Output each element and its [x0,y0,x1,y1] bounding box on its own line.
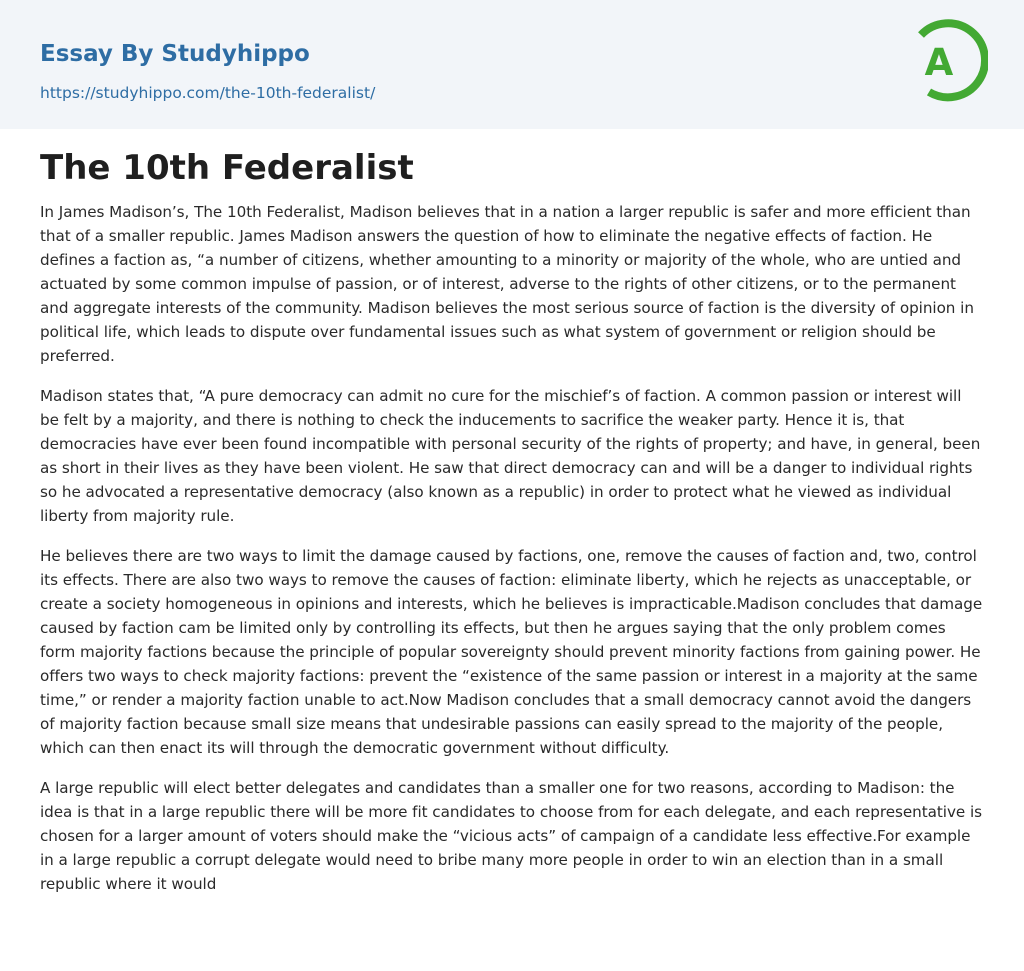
essay-paragraph-1: In James Madison’s, The 10th Federalist, Madison believes that in a nation a larger republic is safer and more efficient than that of a smaller republic. James Madison answers the question of how to eliminate the negative effects of faction. He defines a faction as, “a number of citizens, whether amounting to a minority or majority of the whole, who are untied and actuated by some common impulse of passion, or of interest, adverse to the rights of other citizens, or to the permanent and aggregate interests of the community. Madison believes the most serious source of faction is the diversity of opinion in political life, which leads to dispute over fundamental issues such as what system of government or religion should be preferred. [40,203,974,365]
essay-body [40,147,984,912]
brand-title: Essay By Studyhippo [40,41,310,67]
essay-paragraph-4: A large republic will elect better delegates and candidates than a smaller one for two reasons, according to Madison: the idea is that in a large republic there will be more fit candidates to choose from for each delegate, and each representative is chosen for a larger amount of voters should make the “vicious acts” of campaign of a candidate less effective.For example in a large republic a corrupt delegate would need to bribe many more people in order to win an election than in a small republic where it would [40,779,983,893]
essay-url-link[interactable]: https://studyhippo.com/the-10th-federalist/ [40,84,376,102]
studyhippo-logo-icon[interactable] [910,18,988,106]
essay-paragraph-3: He believes there are two ways to limit the damage caused by factions, one, remove the causes of faction and, two, control its effects. There are also two ways to remove the causes of faction: eliminate liberty, which he rejects as unacceptable, or create a society homogeneous in opinions and interests, which he believes is impracticable.Madison concludes that damage caused by faction cam be limited only by controlling its effects, but then he argues saying that the only problem comes form majority factions because the principle of popular sovereignty should prevent minority factions from gaining power. He offers two ways to check majority factions: prevent the “existence of the same passion or interest in a majority at the same time,” or render a majority faction unable to act.Now Madison concludes that a small democracy cannot avoid the dangers of majority faction because small size means that undesirable passions can easily spread to the majority of the people, which can then enact its will through the democratic government without difficulty. [40,547,983,757]
logo-letter: A [924,41,954,84]
page-header [0,0,1024,129]
essay-title: The 10th Federalist [40,148,414,188]
essay-paragraph-2: Madison states that, “A pure democracy can admit no cure for the mischief’s of faction. A common passion or interest will be felt by a majority, and there is nothing to check the inducements to sacrifice the weaker party. Hence it is, that democracies have ever been found incompatible with personal security of the rights of property; and have, in general, been as short in their lives as they have been violent. He saw that direct democracy can and will be a danger to individual rights so he advocated a representative democracy (also known as a republic) in order to protect what he viewed as individual liberty from majority rule. [40,387,981,525]
